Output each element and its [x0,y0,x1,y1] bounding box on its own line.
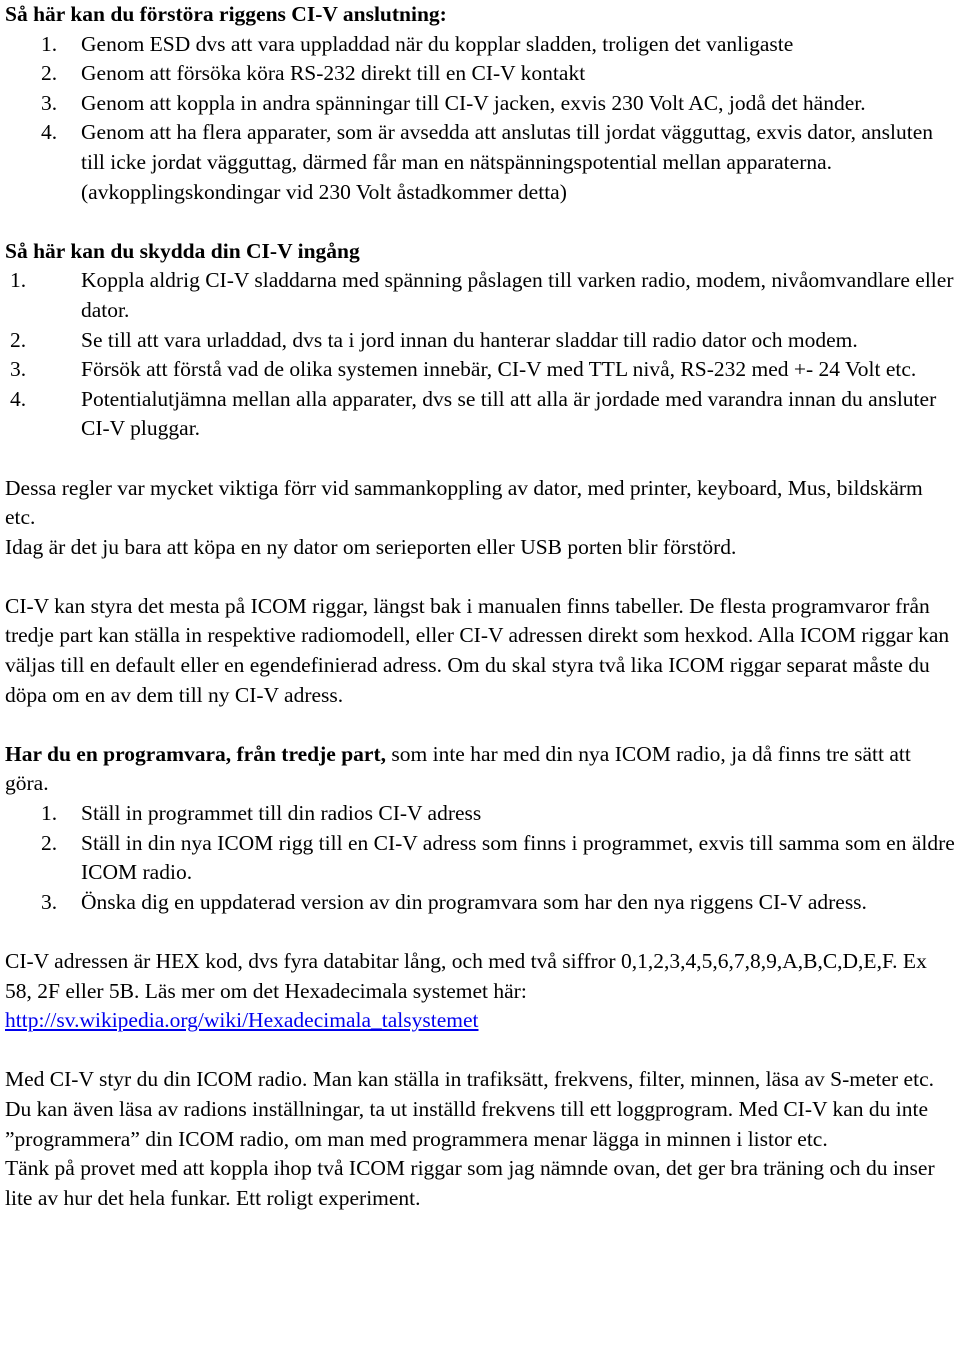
paragraph-third-party [5,740,957,799]
list-item [5,30,957,60]
document-page [5,0,957,1213]
list-item-text: Önska dig en uppdaterad version av din programvara som har den nya riggens CI-V adress. [81,889,867,914]
destroy-list [5,30,957,208]
list-number: 4. [10,386,27,411]
list-item-text: Genom ESD dvs att vara uppladdad när du kopplar sladden, troligen det vanligaste [81,31,794,56]
list-item [5,829,957,888]
hex-text: CI-V adressen är HEX kod, dvs fyra databitar lång, och med två siffror 0,1,2,3,4,5,6,7,8,9,A,B,C,D,E,F. Ex 58, 2F eller 5B. Läs mer om det Hexadecimala systemet här: [5,949,927,1003]
list-item [5,888,957,918]
third-party-lead: Har du en programvara, från tredje part, [5,741,386,766]
list-item [5,266,957,325]
section-heading-destroy: Så här kan du förstöra riggens CI-V anslutning: [5,2,447,26]
list-item-text: Se till att vara urladdad, dvs ta i jord innan du hanterar sladdar till radio dator och modem. [81,327,858,352]
protect-list [5,266,957,444]
list-number: 3. [10,357,27,382]
list-item-text: Genom att försöka köra RS-232 direkt till en CI-V kontakt [81,61,586,86]
list-number: 2. [10,327,27,352]
list-item-text: Ställ in din nya ICOM rigg till en CI-V adress som finns i programmet, exvis till samma som en äldre ICOM radio. [81,830,955,885]
list-number: 1. [41,801,58,826]
paragraph-civ: CI-V kan styra det mesta på ICOM riggar, längst bak i manualen finns tabeller. De flesta programvaror från tredje part kan ställa in respektive radiomodell, eller CI-V adressen direkt som hexkod. Alla ICOM riggar kan väljas till en default eller en egendefinierad adress. Om du skal styra två lika ICOM riggar separat måste du döpa om en av dem till ny CI-V adress. [5,593,950,707]
third-party-list [5,799,957,917]
paragraph-experiment: Tänk på provet med att koppla ihop två ICOM riggar som jag nämnde ovan, det ger bra träning och du inser lite av hur det hela funkar. Ett roligt experiment. [5,1156,935,1210]
list-item-text: Ställ in programmet till din radios CI-V adress [81,801,482,826]
list-item [5,385,957,444]
list-item [5,799,957,829]
list-item [5,89,957,119]
third-party-rest: som inte har med din nya ICOM radio, ja då finns tre sätt att göra. [5,741,911,796]
wikipedia-link[interactable]: http://sv.wikipedia.org/wiki/Hexadecimala_talsystemet [5,1008,479,1033]
paragraph-hex [5,947,957,1036]
list-item-text: Genom att ha flera apparater, som är avsedda att anslutas till jordat vägguttag, exvis dator, ansluten till icke jordat vägguttag, därmed får man en nätspänningspotential mellan apparaterna. (avkopplingskondingar vid 230 Volt åstadkommer detta) [81,120,934,204]
list-number: 3. [41,889,58,914]
list-item-text: Genom att koppla in andra spänningar till CI-V jacken, exvis 230 Volt AC, jodå det händer. [81,90,866,115]
paragraph-control: Med CI-V styr du din ICOM radio. Man kan ställa in trafiksätt, frekvens, filter, minnen, läsa av S-meter etc. Du kan även läsa av radions inställningar, ta ut inställd frekvens till ett loggprogram. Med CI-V kan du inte ”programmera” din ICOM radio, om man med programmera menar lägga in minnen i listor etc. [5,1067,934,1151]
list-item [5,326,957,356]
paragraph-today: Idag är det ju bara att köpa en ny dator om serieporten eller USB porten blir förstörd. [5,534,737,559]
list-number: 3. [41,90,58,115]
list-item-text: Potentialutjämna mellan alla apparater, dvs se till att alla är jordade med varandra innan du ansluter CI-V pluggar. [81,386,937,441]
list-number: 2. [41,830,58,855]
list-number: 2. [41,61,58,86]
section-heading-protect: Så här kan du skydda din CI-V ingång [5,238,360,263]
list-item-text: Försök att förstå vad de olika systemen innebär, CI-V med TTL nivå, RS-232 med +- 24 Volt etc. [81,357,917,382]
list-item [5,355,957,385]
list-item-text: Koppla aldrig CI-V sladdarna med spänning påslagen till varken radio, modem, nivåomvandlare eller dator. [81,268,954,322]
list-number: 4. [41,120,58,145]
paragraph-rules: Dessa regler var mycket viktiga förr vid sammankoppling av dator, med printer, keyboard, Mus, bildskärm etc. [5,475,923,530]
list-number: 1. [41,31,58,56]
list-number: 1. [10,268,27,293]
list-item [5,118,957,207]
list-item [5,59,957,89]
